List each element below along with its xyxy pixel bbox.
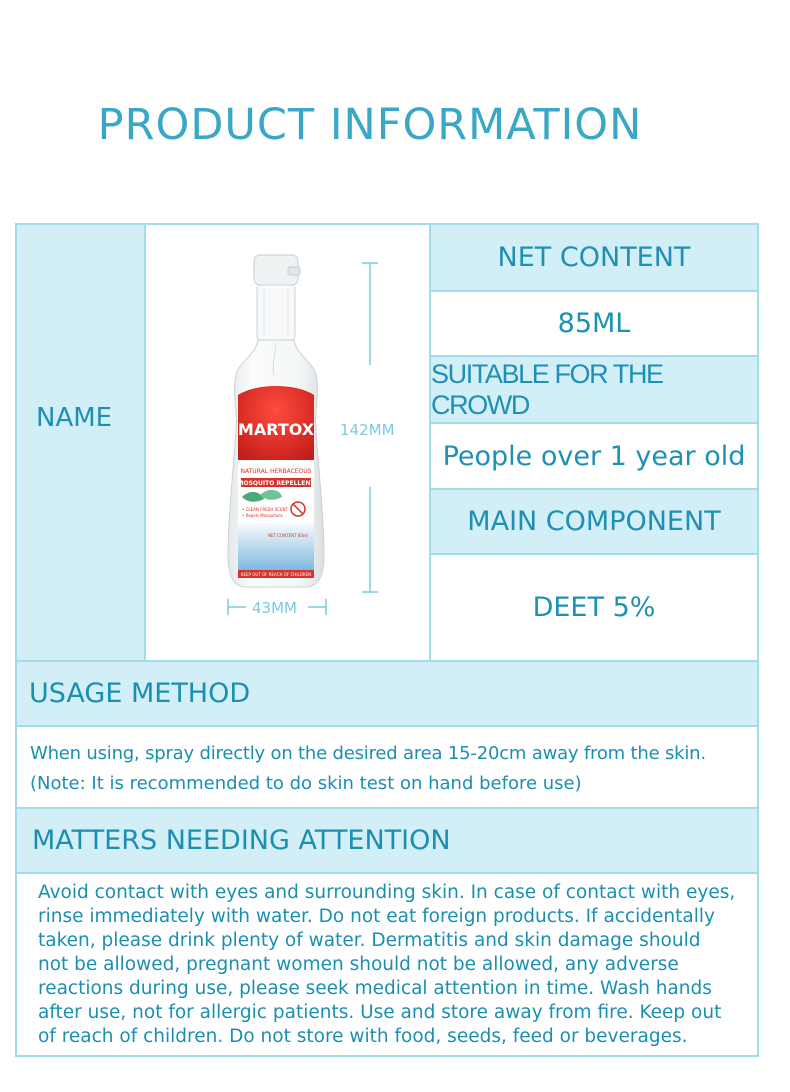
main-component-value: DEET 5% (431, 555, 757, 660)
cap-collar (257, 285, 295, 340)
page-title: PRODUCT INFORMATION (97, 100, 643, 150)
attention-heading-text: MATTERS NEEDING ATTENTION (32, 825, 451, 856)
attention-line: reactions during use, please seek medical attention in time. Wash hands (38, 978, 712, 999)
usage-line-2: (Note: It is recommended to do skin test on hand before use) (30, 773, 582, 794)
attention-line: not be allowed, pregnant women should not be allowed, any adverse (38, 954, 679, 975)
product-bottle-image (146, 225, 429, 660)
main-component-label: MAIN COMPONENT (431, 490, 757, 553)
spray-nozzle (288, 267, 300, 275)
attention-line: rinse immediately with water. Do not eat foreign products. If accidentally (38, 906, 715, 927)
usage-text (17, 727, 757, 807)
attention-text (17, 874, 757, 1055)
attention-line: of reach of children. Do not store with food, seeds, feed or beverages. (38, 1026, 688, 1047)
label-bullet-1: • CLEAN FRESH SCENT (242, 507, 288, 512)
usage-heading-text: USAGE METHOD (29, 678, 251, 709)
label-brand: MARTOX (237, 420, 315, 439)
label-bullet-2: • Repels Mosquitoes (242, 513, 283, 518)
name-cell (17, 225, 144, 660)
attention-line: taken, please drink plenty of water. Dermatitis and skin damage should (38, 930, 701, 951)
usage-line-1: When using, spray directly on the desired area 15-20cm away from the skin. (30, 743, 706, 764)
attention-heading (17, 809, 757, 872)
label-subtitle: NATURAL HERBACEOUS (240, 468, 312, 475)
name-label: NAME (36, 403, 113, 433)
attention-line: after use, not for allergic patients. Use and store away from fire. Keep out (38, 1002, 722, 1023)
suitable-crowd-label: SUITABLE FOR THE CROWD (431, 357, 757, 422)
height-dimension: 142MM (340, 421, 395, 439)
usage-heading (17, 662, 757, 725)
width-dimension: 43MM (252, 599, 297, 617)
label-footer: KEEP OUT OF REACH OF CHILDREN (240, 572, 312, 577)
label-net: NET CONTENT 85ml (268, 533, 308, 538)
label-type: MOSQUITO REPELLENT (237, 480, 315, 487)
label-blue-area (238, 520, 314, 570)
net-content-label: NET CONTENT (431, 225, 757, 290)
attention-line: Avoid contact with eyes and surrounding skin. In case of contact with eyes, (38, 882, 736, 903)
suitable-crowd-value: People over 1 year old (431, 424, 757, 488)
product-image-cell (146, 225, 429, 660)
net-content-value: 85ML (431, 292, 757, 355)
